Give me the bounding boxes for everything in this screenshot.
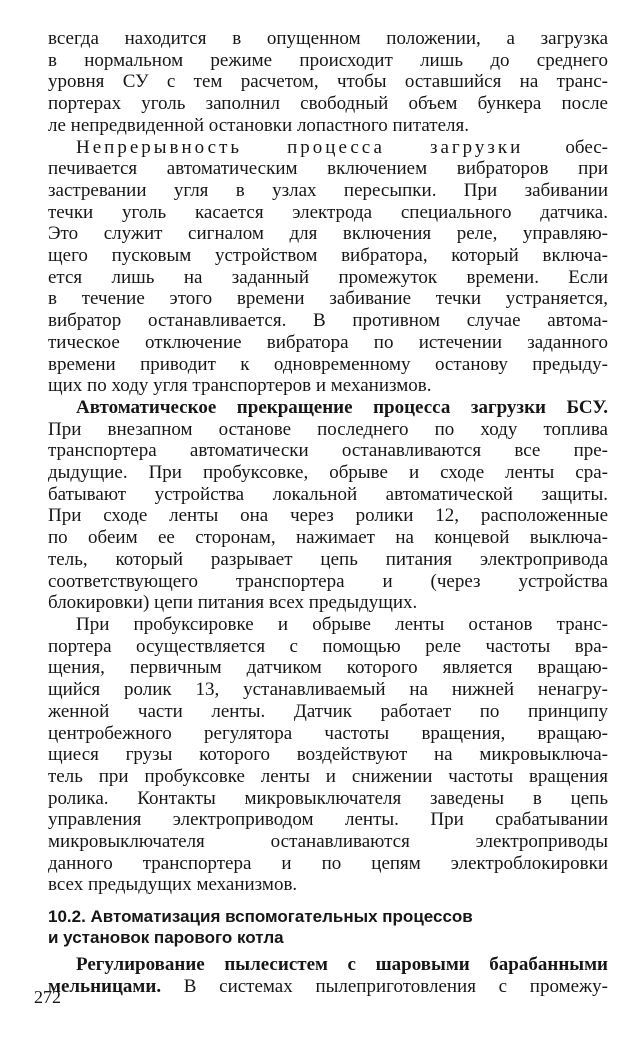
text-line: в нормальном режиме происходит лишь до среднего xyxy=(48,49,608,71)
text-line: щийся ролик 13, устанавливаемый на нижней ненагру- xyxy=(48,679,608,701)
section-heading xyxy=(48,906,608,948)
paragraph-2 xyxy=(48,137,608,397)
text-line: ется лишь на заданный промежуток времени. Если xyxy=(48,266,608,288)
page-number: 272 xyxy=(34,987,61,1007)
text-line: управления электроприводом ленты. При срабатывании xyxy=(48,809,608,831)
text-line: по обеим ее сторонам, нажимает на концевой выключа- xyxy=(48,527,608,549)
text-line: дыдущие. При пробуксовке, обрыве и сходе ленты сра- xyxy=(48,462,608,484)
text-line: щения, первичным датчиком которого является вращаю- xyxy=(48,657,608,679)
text-line: данного транспортера и по цепям электроблокировки xyxy=(48,852,608,874)
text-line: печивается автоматическим включением вибраторов при xyxy=(48,158,608,180)
page-body xyxy=(48,28,608,998)
text-line: в течение этого времени забивание течки устраняется, xyxy=(48,288,608,310)
text-line: щиеся грузы которого воздействуют на микровыключа- xyxy=(48,744,608,766)
text-line xyxy=(48,976,608,998)
text-line xyxy=(48,954,608,976)
paragraph-4 xyxy=(48,614,608,896)
text-line: центробежного регулятора частоты вращения, вращаю- xyxy=(48,722,608,744)
text-line xyxy=(48,137,608,159)
text-line xyxy=(48,397,608,419)
text-line: тическое отключение вибратора по истечении заданного xyxy=(48,331,608,353)
text-line: женной части ленты. Датчик работает по принципу xyxy=(48,700,608,722)
text-line: тель, который разрывает цепь питания электропривода xyxy=(48,548,608,570)
paragraph-1 xyxy=(48,28,608,137)
text-line: При сходе ленты она через ролики 12, расположенные xyxy=(48,505,608,527)
text-line: При внезапном останове последнего по ходу топлива xyxy=(48,418,608,440)
spaced-lead: Непрерывность процесса загрузки xyxy=(76,136,524,158)
text-line: соответствующего транспортера и (через устройства xyxy=(48,570,608,592)
text-line: При пробуксировке и обрыве ленты останов транс- xyxy=(76,613,608,635)
paragraph-5 xyxy=(48,954,608,997)
bold-lead: мельницами. xyxy=(48,975,162,997)
text-line: блокировки) цепи питания всех предыдущих. xyxy=(48,592,418,614)
text-line: уровня СУ с тем расчетом, чтобы оставшийся на транс- xyxy=(48,71,608,93)
text-line: всех предыдущих механизмов. xyxy=(48,874,298,896)
text-line: микровыключателя останавливаются электроприводы xyxy=(48,831,608,853)
text-line: транспортера автоматически останавливаются все пре- xyxy=(48,440,608,462)
bold-lead: Автоматическое прекращение процесса загрузки БСУ. xyxy=(76,396,608,418)
text-line: всегда находится в опущенном положении, а загрузка xyxy=(48,28,608,49)
text-line: Это служит сигналом для включения реле, управляю- xyxy=(48,223,608,245)
text-line: батывают устройства локальной автоматической защиты. xyxy=(48,483,608,505)
text-line: щих по ходу угля транспортеров и механизмов. xyxy=(48,375,432,397)
text-line: застревании угля в узлах пересыпки. При забивании xyxy=(48,179,608,201)
text-line: щего пусковым устройством вибратора, который включа- xyxy=(48,245,608,267)
heading-line: и установок парового котла xyxy=(48,928,284,948)
heading-line: 10.2. Автоматизация вспомогательных процессов xyxy=(48,907,473,927)
text-line: ле непредвиденной остановки лопастного питателя. xyxy=(48,114,470,136)
paragraph-3 xyxy=(48,397,608,614)
text-line: вибратор останавливается. В противном случае автома- xyxy=(48,310,608,332)
text-run: В системах пылеприготовления с промежу- xyxy=(161,975,608,997)
text-run: обес- xyxy=(523,136,608,158)
text-line: ролика. Контакты микровыключателя заведены в цепь xyxy=(48,787,608,809)
text-line: портерах уголь заполнил свободный объем бункера после xyxy=(48,93,608,115)
text-line: времени приводит к одновременному останову предыду- xyxy=(48,353,608,375)
text-line: течки уголь касается электрода специального датчика. xyxy=(48,201,608,223)
text-line: портера осуществляется с помощью реле частоты вра- xyxy=(48,635,608,657)
text-line: тель при пробуксовке ленты и снижении частоты вращения xyxy=(48,765,608,787)
bold-lead: Регулирование пылесистем с шаровыми барабанными xyxy=(76,954,608,976)
